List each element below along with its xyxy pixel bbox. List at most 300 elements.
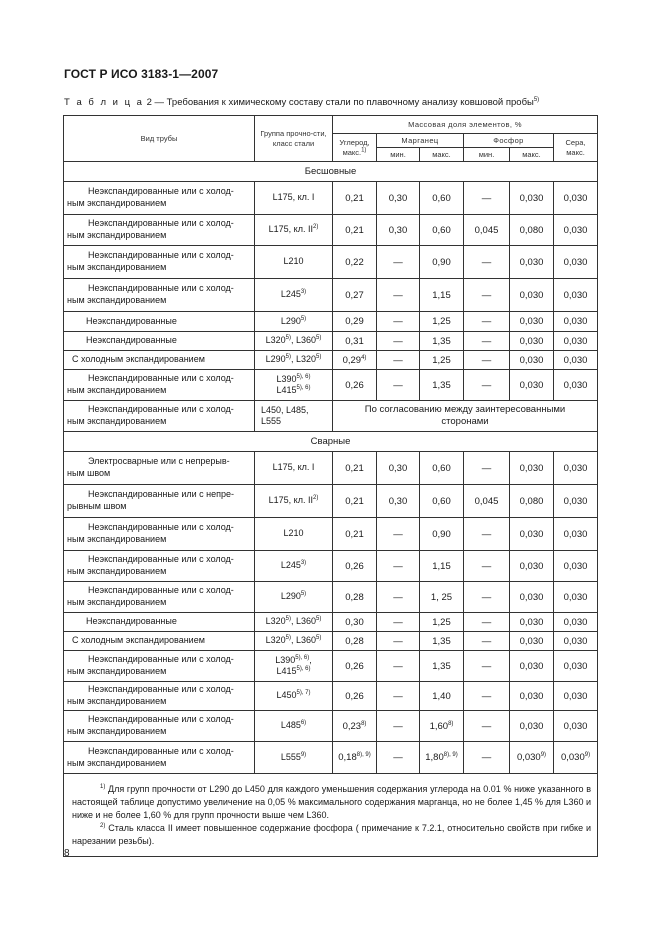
manganese-max-cell-value: 1,25	[432, 354, 451, 366]
strength-group-text: L555	[280, 751, 301, 762]
strength-group-text-2: L415	[276, 385, 297, 395]
pipe-type-line-2: ным экспандированием	[67, 385, 167, 395]
strength-group-footnote: 5)	[300, 591, 307, 598]
manganese-max-cell-value: 1,80	[425, 752, 444, 763]
phosphorus-max-cell-value: 0,030	[519, 591, 544, 603]
pipe-type-line-2: ным экспандированием	[67, 726, 167, 736]
strength-group-text: L290	[280, 315, 301, 326]
strength-group-text: L450, L485,	[261, 404, 309, 415]
pipe-type-cell	[64, 613, 255, 632]
manganese-min-cell	[377, 370, 420, 401]
phosphorus-min-cell	[464, 485, 510, 518]
manganese-max-cell	[420, 682, 464, 711]
carbon-max-cell-value: 0,21	[345, 192, 364, 204]
manganese-min-cell	[377, 215, 420, 246]
carbon-max-cell	[333, 613, 377, 632]
carbon-max-cell-value: 0,21	[345, 528, 364, 540]
carbon-max-cell	[333, 651, 377, 682]
manganese-min-cell-value: —	[393, 720, 403, 732]
sulfur-max-cell	[554, 711, 598, 742]
manganese-max-cell	[420, 651, 464, 682]
strength-group-cell	[255, 452, 333, 485]
strength-group-text-2: L555	[261, 416, 282, 426]
table-row	[64, 711, 598, 742]
pipe-type-line-1: Неэкспандированные или с холод-	[88, 522, 234, 533]
pipe-type-line-2: ным экспандированием	[67, 198, 167, 208]
by-agreement-line-1: По согласованию между заинтересованными	[364, 403, 566, 415]
manganese-min-cell	[377, 485, 420, 518]
table-row	[64, 582, 598, 613]
carbon-max-cell-footnote: 8), 9)	[356, 751, 371, 758]
table-row	[64, 370, 598, 401]
manganese-max-cell	[420, 351, 464, 370]
phosphorus-min-cell	[464, 742, 510, 774]
carbon-max-cell-value: 0,26	[345, 660, 364, 672]
sulfur-max-cell	[554, 582, 598, 613]
document-title: ГОСТ Р ИСО 3183-1—2007	[64, 67, 219, 81]
table-row	[64, 651, 598, 682]
manganese-min-cell	[377, 742, 420, 774]
sulfur-max-cell	[554, 452, 598, 485]
manganese-min-cell-value: —	[393, 335, 403, 347]
strength-group-text: L175, кл. II	[268, 224, 313, 235]
pipe-type-line-2: ным экспандированием	[67, 757, 167, 768]
phosphorus-min-cell-value: —	[481, 635, 492, 647]
strength-group-text: L175, кл. II	[268, 495, 313, 506]
pipe-type-cell	[64, 246, 255, 279]
carbon-max-cell	[333, 485, 377, 518]
manganese-max-cell	[420, 518, 464, 551]
phosphorus-max-cell	[510, 485, 554, 518]
manganese-max-cell-value: 1,25	[432, 616, 451, 628]
phosphorus-min-cell	[464, 370, 510, 401]
manganese-max-cell-value: 1,15	[432, 560, 451, 572]
phosphorus-min-cell	[464, 279, 510, 312]
welded-section-heading: Сварные	[64, 432, 598, 452]
manganese-min-cell-value: —	[393, 560, 403, 572]
manganese-min-cell	[377, 452, 420, 485]
strength-group-text: L485	[280, 720, 301, 731]
phosphorus-min-cell-value: —	[481, 752, 492, 763]
pipe-type-cell	[64, 401, 255, 432]
sulfur-max-cell	[554, 332, 598, 351]
manganese-max-cell-value: 1,35	[432, 635, 451, 647]
sulfur-max-cell	[554, 632, 598, 651]
phosphorus-max-cell-footnote: 9)	[540, 751, 547, 758]
phosphorus-max-cell-value: 0,030	[519, 256, 544, 268]
pipe-type-line-1: Неэкспандированные или с холод-	[88, 404, 234, 415]
phosphorus-max-cell	[510, 518, 554, 551]
phosphorus-min-cell	[464, 682, 510, 711]
strength-group-footnote: 5), 6)	[295, 654, 310, 661]
carbon-max-cell-value: 0,23	[342, 720, 362, 732]
phosphorus-min-cell	[464, 518, 510, 551]
manganese-max-cell-value: 1,35	[432, 660, 451, 672]
strength-group-text: L390	[276, 373, 297, 384]
strength-group-footnote: 9)	[300, 751, 307, 758]
phosphorus-max-cell	[510, 370, 554, 401]
phosphorus-max-cell-value: 0,030	[519, 635, 544, 647]
strength-group-text-2: , L320	[291, 354, 317, 365]
strength-group-cell	[255, 485, 333, 518]
phosphorus-min-cell-value: —	[481, 462, 492, 474]
phosphorus-min-cell	[464, 452, 510, 485]
header-p-max: макс.	[510, 148, 554, 162]
manganese-min-cell-value: —	[393, 690, 403, 702]
manganese-max-cell	[420, 370, 464, 401]
sulfur-max-cell-value: 0,030	[563, 289, 588, 301]
sulfur-max-cell	[554, 312, 598, 332]
manganese-max-cell	[420, 332, 464, 351]
sulfur-max-cell	[554, 351, 598, 370]
strength-group-cell	[255, 582, 333, 613]
manganese-min-cell-value: —	[393, 752, 403, 763]
sulfur-max-cell	[554, 279, 598, 312]
phosphorus-max-cell	[510, 332, 554, 351]
phosphorus-max-cell-value: 0,030	[519, 660, 544, 672]
phosphorus-min-cell	[464, 711, 510, 742]
caption-text: 2 — Требования к химическому составу стали по плавочному анализу ковшовой пробы	[146, 97, 534, 108]
phosphorus-max-cell	[510, 711, 554, 742]
phosphorus-min-cell	[464, 215, 510, 246]
manganese-min-cell	[377, 279, 420, 312]
manganese-min-cell	[377, 332, 420, 351]
carbon-max-cell	[333, 332, 377, 351]
table-row	[64, 279, 598, 312]
footnotes	[64, 774, 598, 857]
manganese-max-cell-value: 1, 25	[430, 591, 453, 603]
table-row	[64, 518, 598, 551]
sulfur-max-cell-value: 0,030	[560, 752, 585, 763]
phosphorus-min-cell	[464, 551, 510, 582]
sulfur-max-cell	[554, 182, 598, 215]
phosphorus-max-cell	[510, 651, 554, 682]
strength-group-cell	[255, 613, 333, 632]
table-row	[64, 215, 598, 246]
header-sulfur: Сера, макс.	[554, 134, 598, 162]
sulfur-max-cell	[554, 613, 598, 632]
pipe-type-cell	[64, 682, 255, 711]
pipe-type-line-1: Неэкспандированные или с холод-	[88, 654, 234, 665]
strength-group-cell	[255, 742, 333, 774]
strength-group-footnote: 5)	[285, 616, 291, 623]
pipe-type-text: Неэкспандированные	[86, 315, 177, 326]
manganese-max-cell	[420, 452, 464, 485]
table-row	[64, 613, 598, 632]
sulfur-max-cell	[554, 551, 598, 582]
manganese-min-cell-value: —	[393, 616, 403, 628]
strength-group-cell	[255, 551, 333, 582]
manganese-min-cell-value: —	[393, 660, 403, 672]
sulfur-max-cell-footnote: 9)	[584, 751, 591, 758]
manganese-max-cell-value: 0,60	[432, 192, 451, 204]
sulfur-max-cell	[554, 682, 598, 711]
header-carbon-label: Углерод, макс.	[339, 138, 370, 157]
carbon-max-cell	[333, 742, 377, 774]
header-mn-min: мин.	[377, 148, 420, 162]
manganese-min-cell-value: —	[393, 379, 403, 391]
manganese-max-cell	[420, 279, 464, 312]
table-row	[64, 452, 598, 485]
phosphorus-max-cell-value: 0,030	[519, 354, 544, 366]
manganese-min-cell	[377, 182, 420, 215]
table-row	[64, 401, 598, 432]
carbon-max-cell	[333, 551, 377, 582]
manganese-min-cell	[377, 551, 420, 582]
strength-group-cell	[255, 279, 333, 312]
header-pipe-type: Вид трубы	[64, 116, 255, 162]
strength-group-text-2: L415	[276, 666, 297, 676]
phosphorus-max-cell-value: 0,030	[519, 192, 544, 204]
phosphorus-min-cell	[464, 651, 510, 682]
manganese-max-cell-value: 0,90	[432, 256, 451, 268]
strength-group-footnote: 5)	[300, 315, 307, 322]
strength-group-footnote: 6)	[300, 720, 307, 727]
carbon-max-cell	[333, 452, 377, 485]
phosphorus-min-cell-value: —	[481, 256, 492, 268]
carbon-max-cell-value: 0,26	[345, 690, 364, 702]
header-carbon	[333, 134, 377, 162]
phosphorus-max-cell-value: 0,080	[519, 495, 544, 507]
carbon-max-cell-value: 0,27	[345, 289, 364, 301]
sulfur-max-cell-value: 0,030	[563, 720, 588, 732]
strength-group-cell	[255, 682, 333, 711]
caption-footnote-ref: 5)	[533, 96, 540, 103]
table-row	[64, 246, 598, 279]
phosphorus-max-cell	[510, 742, 554, 774]
page-number: 8	[64, 848, 70, 859]
pipe-type-line-2: ным экспандированием	[67, 262, 167, 272]
manganese-max-cell-value: 1,25	[432, 316, 451, 327]
pipe-type-text: С холодным экспандированием	[72, 635, 205, 646]
carbon-max-cell	[333, 351, 377, 370]
manganese-min-cell-value: —	[393, 635, 403, 647]
manganese-max-cell	[420, 485, 464, 518]
sulfur-max-cell	[554, 485, 598, 518]
manganese-max-cell-footnote: 8), 9)	[443, 751, 458, 758]
phosphorus-min-cell-value: —	[481, 528, 492, 540]
strength-group-text: L245	[280, 560, 301, 571]
strength-group-comma: ,	[309, 654, 312, 665]
pipe-type-cell	[64, 279, 255, 312]
seamless-section-heading: Бесшовные	[64, 162, 598, 182]
strength-group-text: L290	[265, 354, 286, 365]
pipe-type-cell	[64, 651, 255, 682]
header-manganese: Марганец	[377, 134, 464, 148]
pipe-type-line-1: Неэкспандированные или с холод-	[88, 714, 234, 725]
sulfur-max-cell-value: 0,030	[563, 690, 588, 702]
phosphorus-min-cell-value: —	[481, 379, 492, 391]
strength-group-cell	[255, 351, 333, 370]
phosphorus-min-cell	[464, 613, 510, 632]
manganese-max-cell-value: 0,60	[432, 495, 451, 507]
pipe-type-line-2: ным экспандированием	[67, 416, 167, 426]
phosphorus-min-cell-value: —	[481, 616, 492, 628]
strength-group-text: L320	[265, 335, 286, 346]
sulfur-max-cell	[554, 370, 598, 401]
pipe-type-line-2: ным экспандированием	[67, 566, 167, 576]
strength-group-footnote: 5)	[285, 354, 291, 361]
manganese-min-cell	[377, 582, 420, 613]
pipe-type-text: Неэкспандированные	[86, 335, 177, 346]
phosphorus-min-cell-value: 0,045	[474, 224, 499, 236]
strength-group-cell	[255, 215, 333, 246]
table-row	[64, 632, 598, 651]
phosphorus-max-cell	[510, 682, 554, 711]
strength-group-cell	[255, 332, 333, 351]
sulfur-max-cell-value: 0,030	[563, 335, 588, 347]
pipe-type-line-2: ным экспандированием	[67, 534, 167, 544]
carbon-max-cell-value: 0,21	[345, 224, 364, 236]
table-row	[64, 332, 598, 351]
pipe-type-line-1: Неэкспандированные или с холод-	[88, 373, 234, 384]
manganese-max-cell	[420, 582, 464, 613]
strength-group-text: L245	[280, 289, 301, 300]
carbon-max-cell-value: 0,26	[345, 560, 364, 572]
pipe-type-text: С холодным экспандированием	[72, 354, 205, 365]
strength-group-text: L210	[283, 256, 304, 267]
phosphorus-min-cell-value: —	[481, 335, 492, 347]
manganese-max-cell	[420, 613, 464, 632]
strength-group-text: L390	[275, 654, 296, 665]
pipe-type-line-1: Неэкспандированные или с непре-	[88, 489, 235, 500]
strength-group-footnote-2: 5)	[316, 335, 322, 342]
manganese-min-cell-value: —	[393, 316, 403, 327]
phosphorus-min-cell-value: —	[481, 316, 492, 327]
phosphorus-min-cell-value: —	[481, 192, 492, 204]
sulfur-max-cell-value: 0,030	[563, 528, 588, 540]
manganese-max-cell-value: 1,15	[432, 289, 451, 301]
strength-group-text-2: , L360	[291, 635, 317, 646]
carbon-max-cell	[333, 711, 377, 742]
pipe-type-cell	[64, 452, 255, 485]
strength-group-text-2: , L360	[291, 335, 317, 346]
strength-group-cell	[255, 312, 333, 332]
strength-group-footnote: 2)	[312, 224, 319, 231]
phosphorus-max-cell-value: 0,080	[519, 224, 544, 236]
pipe-type-line-2: рывным швом	[67, 501, 127, 511]
table-row	[64, 682, 598, 711]
carbon-max-cell-value: 0,18	[338, 752, 357, 763]
pipe-type-line-2: ным экспандированием	[67, 295, 167, 305]
strength-group-text: L290	[280, 591, 301, 602]
manganese-min-cell	[377, 632, 420, 651]
header-mn-max: макс.	[420, 148, 464, 162]
header-phosphorus: Фосфор	[464, 134, 554, 148]
header-carbon-footnote: 1)	[361, 147, 367, 153]
phosphorus-max-cell	[510, 632, 554, 651]
carbon-max-cell	[333, 312, 377, 332]
phosphorus-min-cell-value: —	[481, 690, 492, 702]
phosphorus-max-cell-value: 0,030	[519, 528, 544, 540]
pipe-type-line-1: Неэкспандированные или с холод-	[88, 554, 234, 565]
carbon-max-cell-footnote: 4)	[361, 354, 367, 361]
table-caption	[64, 97, 539, 108]
manganese-max-cell-value: 1,40	[432, 690, 451, 702]
sulfur-max-cell-value: 0,030	[563, 462, 588, 474]
sulfur-max-cell	[554, 215, 598, 246]
carbon-max-cell-footnote: 8)	[361, 720, 367, 727]
seamless-section-row	[64, 162, 598, 182]
phosphorus-min-cell	[464, 582, 510, 613]
pipe-type-cell	[64, 711, 255, 742]
footnote-1-mark: 1)	[100, 784, 106, 790]
strength-group-footnote: 3)	[300, 560, 307, 567]
manganese-max-cell	[420, 312, 464, 332]
caption-label: Т а б л и ц а	[64, 97, 144, 108]
phosphorus-max-cell	[510, 246, 554, 279]
strength-group-footnote: 2)	[312, 495, 319, 502]
pipe-type-line-2: ным экспандированием	[67, 597, 167, 607]
strength-group-footnote: 5), 7)	[296, 690, 311, 697]
footnote-1	[72, 783, 591, 822]
manganese-max-cell-footnote: 8)	[448, 720, 454, 727]
sulfur-max-cell-value: 0,030	[563, 616, 588, 628]
sulfur-max-cell-value: 0,030	[563, 635, 588, 647]
manganese-max-cell-value: 1,35	[432, 379, 451, 391]
table-row	[64, 551, 598, 582]
phosphorus-max-cell	[510, 582, 554, 613]
strength-group-footnote: 3)	[300, 289, 307, 296]
pipe-type-line-1: Неэкспандированные или с холод-	[88, 684, 234, 695]
carbon-max-cell	[333, 582, 377, 613]
strength-group-text-2: , L360	[291, 616, 317, 627]
phosphorus-max-cell-value: 0,030	[519, 316, 544, 327]
sulfur-max-cell	[554, 246, 598, 279]
strength-group-cell	[255, 182, 333, 215]
strength-group-footnote-2: 5), 6)	[296, 385, 311, 391]
phosphorus-max-cell	[510, 215, 554, 246]
carbon-max-cell-value: 0,29	[345, 316, 364, 327]
manganese-max-cell	[420, 246, 464, 279]
carbon-max-cell	[333, 246, 377, 279]
carbon-max-cell-value: 0,21	[345, 462, 364, 474]
phosphorus-max-cell	[510, 312, 554, 332]
strength-group-text: L320	[265, 616, 286, 627]
phosphorus-max-cell-value: 0,030	[519, 560, 544, 572]
manganese-max-cell-value: 0,60	[432, 462, 451, 474]
phosphorus-min-cell-value: —	[481, 354, 492, 366]
manganese-min-cell	[377, 651, 420, 682]
carbon-max-cell-value: 0,30	[345, 616, 364, 628]
pipe-type-cell	[64, 518, 255, 551]
manganese-min-cell-value: —	[393, 256, 403, 268]
footnotes-row	[64, 774, 598, 857]
welded-section-row	[64, 432, 598, 452]
phosphorus-min-cell-value: —	[481, 720, 492, 732]
strength-group-text: L450	[276, 690, 297, 701]
manganese-max-cell-value: 1,35	[432, 335, 451, 347]
header-p-min: мин.	[464, 148, 510, 162]
phosphorus-max-cell	[510, 452, 554, 485]
manganese-min-cell	[377, 351, 420, 370]
strength-group-footnote-2: 5), 6)	[296, 666, 311, 672]
manganese-min-cell	[377, 682, 420, 711]
footnote-1-text: Для групп прочности от L290 до L450 для каждого уменьшения содержания углерода на 0.01 % ниже указанного в настоящей таблице допустимо увеличение на 0,05 % максимального содержания марганца, но не более 1,45 % для L360 и ниже и не более 1,60 % для групп прочности выше чем L360.	[72, 784, 592, 821]
pipe-type-cell	[64, 332, 255, 351]
pipe-type-line-2: ным экспандированием	[67, 230, 167, 240]
manganese-min-cell-value: —	[393, 591, 403, 603]
carbon-max-cell	[333, 632, 377, 651]
phosphorus-max-cell-value: 0,030	[519, 462, 544, 474]
phosphorus-min-cell-value: —	[481, 289, 492, 301]
sulfur-max-cell-value: 0,030	[563, 256, 588, 268]
strength-group-footnote-2: 5)	[316, 354, 322, 361]
pipe-type-cell	[64, 182, 255, 215]
manganese-min-cell	[377, 246, 420, 279]
table-row	[64, 312, 598, 332]
pipe-type-line-1: Неэкспандированные или с холод-	[88, 218, 234, 229]
